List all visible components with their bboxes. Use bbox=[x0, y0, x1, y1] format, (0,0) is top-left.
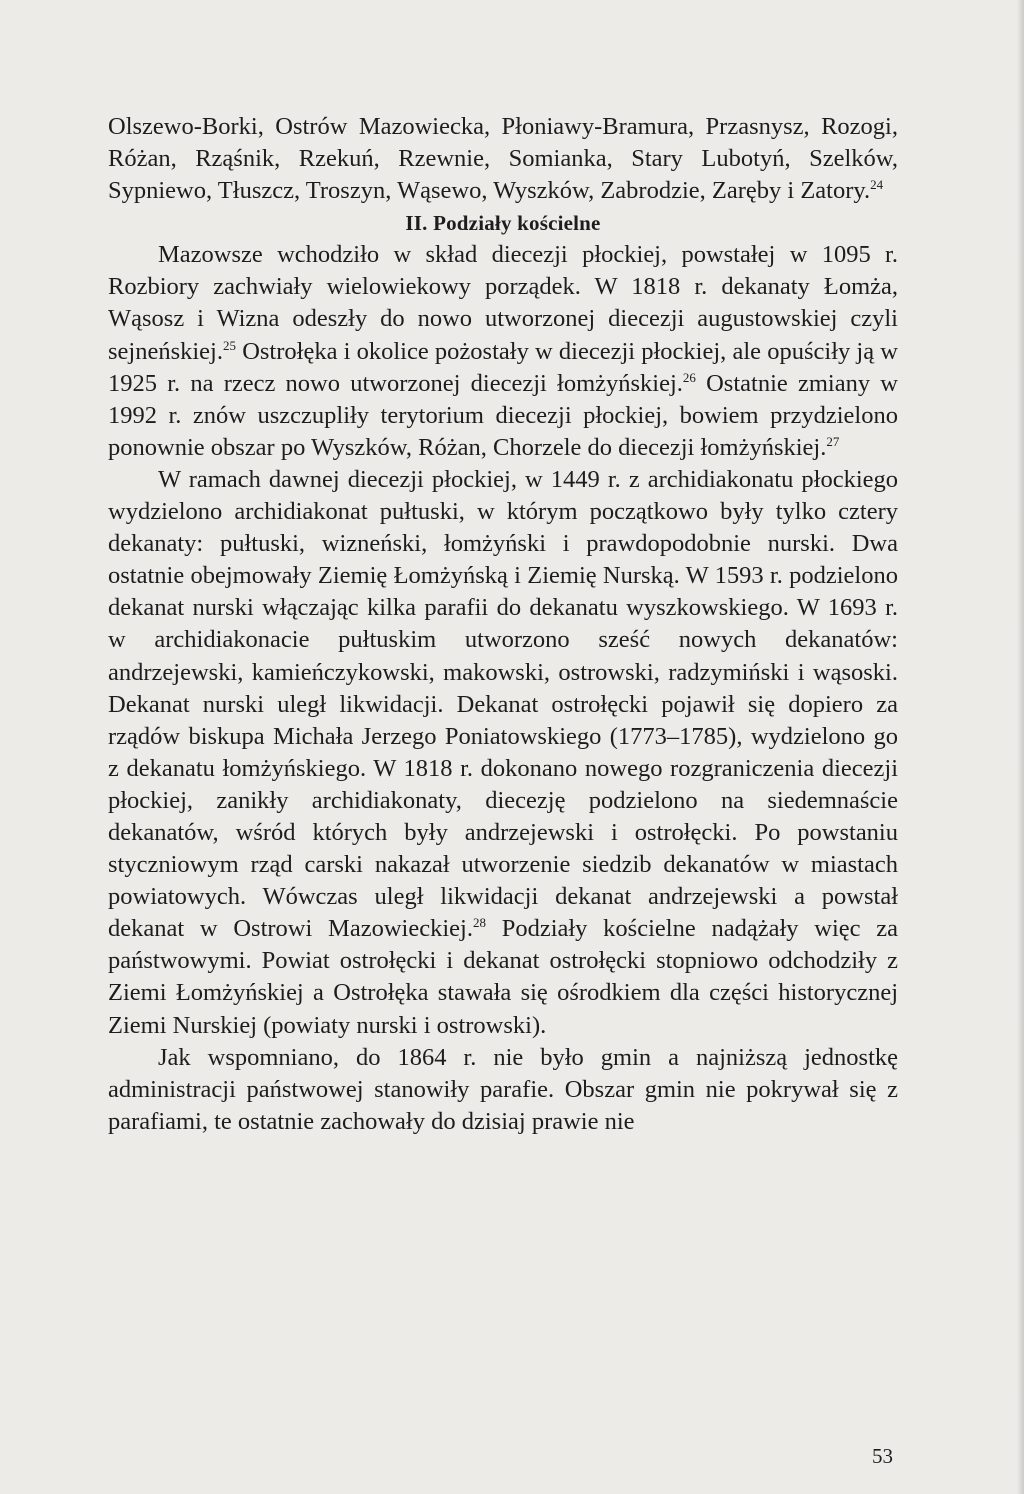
page-edge-shadow bbox=[1017, 0, 1024, 1494]
paragraph-text: Olszewo-Borki, Ostrów Mazowiecka, Płoniawy-Bramura, Przasnysz, Rozogi, Różan, Rząśnik, Rzekuń, Rzewnie, Somianka, Stary Lubotyń, Szelków, Sypniewo, Tłuszcz, Troszyn, Wąsewo, Wyszków, Zabrodzie, Zaręby i Zatory. bbox=[108, 113, 898, 205]
footnote-marker-25: 25 bbox=[223, 337, 236, 353]
paragraph-text: Podziały kościelne nadążały więc za państwowymi. Powiat ostrołęcki i dekanat ostrołęcki stopniowo odchodziły z Ziemi Łomżyńskiej a Ostrołęka stawała się ośrodkiem dla części historycznej Ziemi Nurskiej (powiaty nurski i ostrowski). bbox=[108, 915, 898, 1039]
paragraph-text: Ostatnie zmiany w 1992 r. znów uszczupliły terytorium diecezji płockiej, bowiem przydzielono ponownie obszar po Wyszków, Różan, Chorzele do diecezji łomżyńskiej. bbox=[108, 369, 898, 461]
paragraph-text: Ostrołęka i okolice pożostały w diecezji płockiej, ale opuściły ją w 1925 r. na rzecz nowo utworzonej diecezji łomżyńskiej. bbox=[108, 337, 898, 397]
paragraph-diocese-history bbox=[108, 239, 898, 464]
footnote-marker-27: 27 bbox=[826, 433, 840, 449]
paragraph-place-list bbox=[108, 111, 898, 207]
body-text bbox=[108, 111, 898, 1138]
paragraph-text: W ramach dawnej diecezji płockiej, w 1449 r. z archidiakonatu płockiego wydzielono archidiakonat pułtuski, w którym początkowo były tylko cztery dekanaty: pułtuski, wizneński, łomżyński i prawdopodobnie nurski. Dwa ostatnie obejmowały Ziemię Łomżyńską i Ziemię Nurską. W 1593 r. podzielono dekanat nurski włączając kilka parafii do dekanatu wyszkowskiego. W 1693 r. w archidiakonacie pułtuskim utworzono sześć nowych dekanatów: andrzejewski, kamieńczykowski, makowski, ostrowski, radzymiński i wąsoski. Dekanat nurski uległ likwidacji. Dekanat ostrołęcki pojawił się dopiero za rządów biskupa Michała Jerzego Poniatowskiego (1773–1785), wydzielono go z dekanatu łomżyńskiego. W 1818 r. dokonano nowego rozgraniczenia diecezji płockiej, zanikły archidiakonaty, diecezję podzielono na siedemnaście dekanatów, wśród których były andrzejewski i ostrołęcki. Po powstaniu styczniowym rząd carski nakazał utworzenie siedzib dekanatów w miastach powiatowych. Wówczas uległ likwidacji dekanat andrzejewski a powstał dekanat w Ostrowi Mazowieckiej. bbox=[108, 465, 898, 943]
footnote-marker-24: 24 bbox=[870, 177, 884, 193]
footnote-marker-28: 28 bbox=[472, 915, 486, 931]
paragraph-text: Jak wspomniano, do 1864 r. nie było gmin a najniższą jednostkę administracji państwowej stanowiły parafie. Obszar gmin nie pokrywał się z parafiami, te ostatnie zachowały do dzisiaj prawie nie bbox=[108, 1043, 898, 1135]
paragraph-parishes bbox=[108, 1042, 898, 1138]
footnote-marker-26: 26 bbox=[682, 369, 696, 385]
section-heading: II. Podziały kościelne bbox=[405, 211, 601, 236]
paragraph-archdeaconry bbox=[108, 464, 898, 1042]
paragraph-text: Mazowsze wchodziło w skład diecezji płockiej, powstałej w 1095 r. Rozbiory zachwiały wielowiekowy porządek. W 1818 r. dekanaty Łomża, Wąsosz i Wizna odeszły do nowo utworzonej diecezji augustowskiej czyli sejneńskiej. bbox=[108, 241, 898, 365]
page-number: 53 bbox=[872, 1444, 893, 1468]
